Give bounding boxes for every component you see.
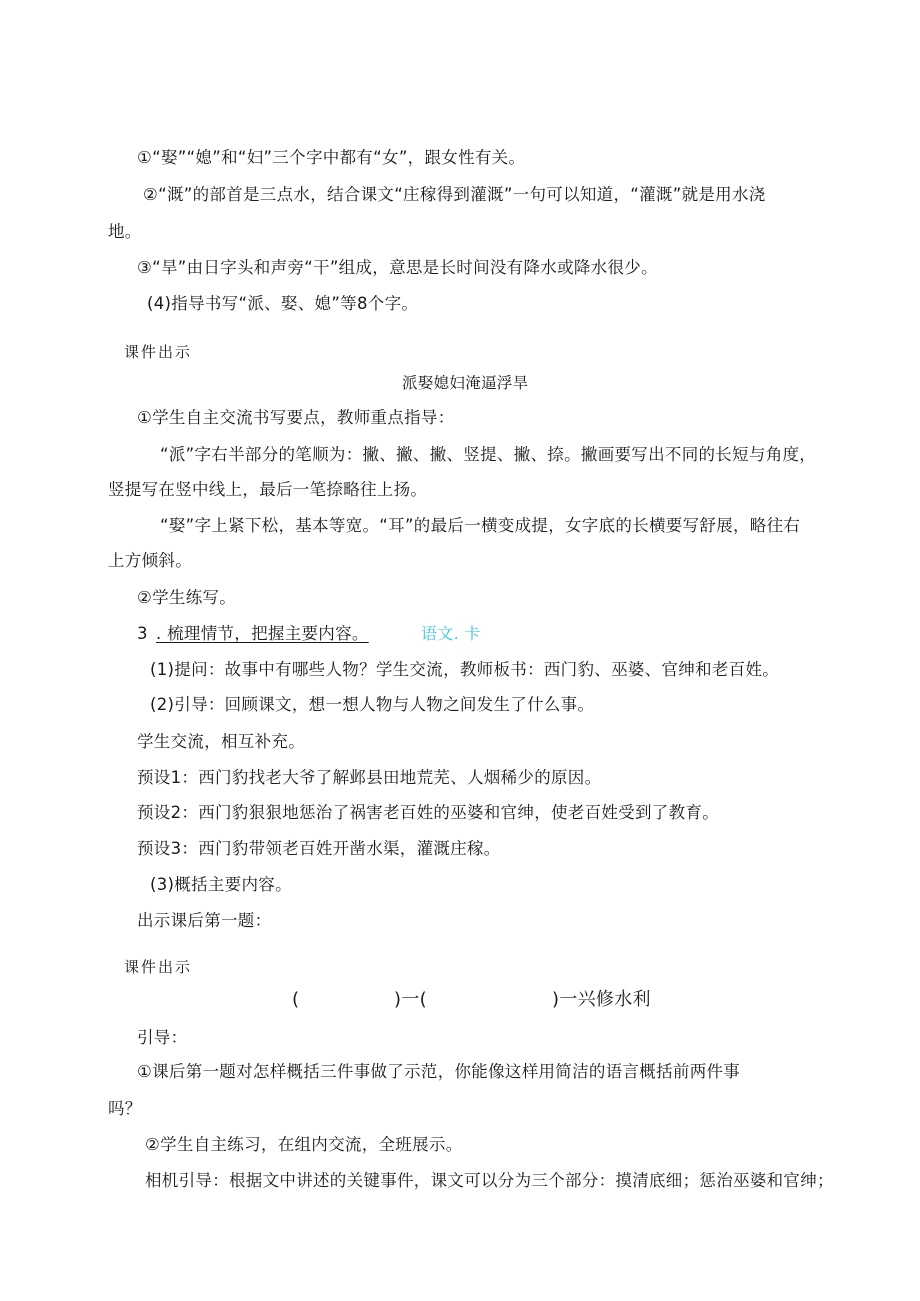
paragraph: 竖提写在竖中线上，最后一笔捺略往上扬。 <box>108 480 428 499</box>
paragraph: ②学生自主练习，在组内交流，全班展示。 <box>145 1135 463 1154</box>
section-heading: . 梳理情节，把握主要内容。 <box>156 624 369 643</box>
paragraph: ②“溉”的部首是三点水，结合课文“庄稼得到灌溉”一句可以知道，“灌溉”就是用水浇 <box>143 185 766 204</box>
courseware-label: 课件出示 <box>124 343 193 361</box>
paragraph: (1)提问：故事中有哪些人物？学生交流，教师板书：西门豹、巫婆、官绅和老百姓。 <box>150 660 780 679</box>
paragraph: ①“娶”“媳”和“妇”三个字中都有“女”，跟女性有关。 <box>137 148 526 167</box>
courseware-label: 课件出示 <box>124 958 193 976</box>
paragraph: 引导： <box>137 1028 188 1047</box>
paragraph: (3)概括主要内容。 <box>150 875 292 894</box>
paragraph: “娶”字上紧下松，基本等宽。“耳”的最后一横变成提，女字底的长横要写舒展，略往右 <box>160 516 801 535</box>
paragraph: (2)引导：回顾课文，想一想人物与人物之间发生了什么事。 <box>150 695 595 714</box>
paragraph: 预设1：西门豹找老大爷了解邺县田地荒芜、人烟稀少的原因。 <box>137 768 602 787</box>
paragraph: 上方倾斜。 <box>108 551 192 570</box>
paragraph: 出示课后第一题： <box>137 911 272 930</box>
section-tag: 语文. 卡 <box>421 624 481 643</box>
section-number: 3 <box>137 624 148 643</box>
paragraph: 地。 <box>108 222 142 241</box>
paragraph: ③“旱”由日字头和声旁“干”组成，意思是长时间没有降水或降水很少。 <box>137 258 658 277</box>
paragraph: ①学生自主交流书写要点，教师重点指导： <box>137 408 455 427</box>
paragraph: “派”字右半部分的笔顺为：撇、撇、撇、竖提、撇、捺。撇画要写出不同的长短与角度， <box>160 445 817 464</box>
blank-open: ( <box>292 989 300 1010</box>
paragraph: 吗？ <box>108 1099 142 1118</box>
paragraph: 相机引导：根据文中讲述的关键事件，课文可以分为三个部分：摸清底细；惩治巫婆和官绅； <box>145 1171 834 1190</box>
blank-end: )一兴修水利 <box>552 989 651 1010</box>
paragraph: 学生交流，相互补充。 <box>137 732 305 751</box>
paragraph: 预设3：西门豹带领老百姓开凿水渠，灌溉庄稼。 <box>137 839 501 858</box>
paragraph: (4)指导书写“派、娶、媳”等8个字。 <box>147 294 419 313</box>
paragraph: ①课后第一题对怎样概括三件事做了示范，你能像这样用简洁的语言概括前两件事 <box>137 1062 741 1081</box>
blank-middle: )一( <box>394 989 427 1010</box>
courseware-characters: 派娶媳妇淹逼浮旱 <box>402 374 529 392</box>
paragraph: ②学生练写。 <box>137 588 237 607</box>
paragraph: 预设2：西门豹狠狠地惩治了祸害老百姓的巫婆和官绅，使老百姓受到了教育。 <box>137 803 719 822</box>
